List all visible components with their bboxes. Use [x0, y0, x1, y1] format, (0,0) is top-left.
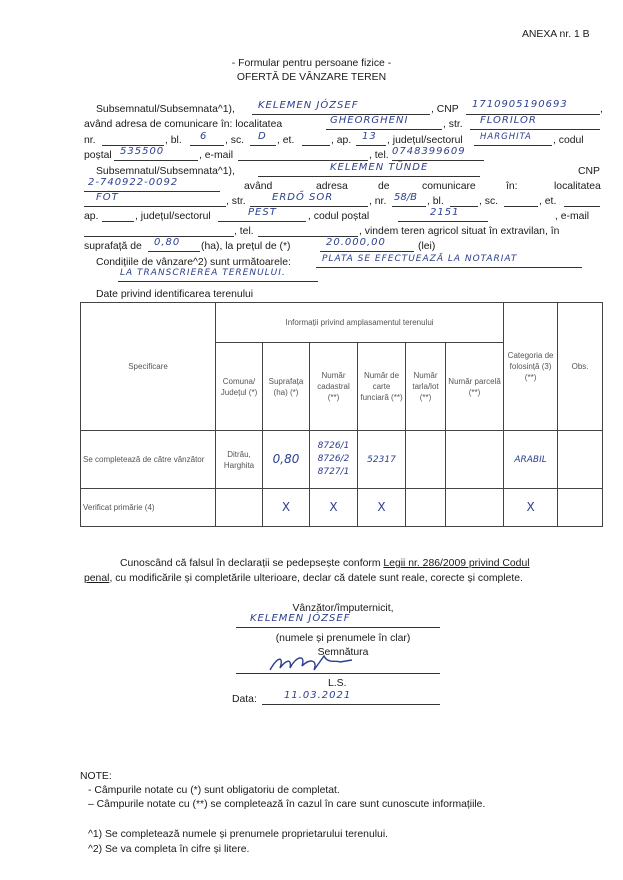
conditions-text1: PLATA SE EFECTUEAZĂ LA NOTARIAT — [322, 254, 518, 264]
seller1-email-label: , e-mail — [199, 150, 234, 161]
col-specificare: Specificare — [81, 303, 216, 431]
seller2-in: în: — [506, 181, 518, 192]
seller2-name: KELEMEN TÜNDE — [330, 162, 429, 173]
seller2-de: de — [378, 181, 390, 192]
seller2-county-label: , județul/sectorul — [135, 211, 211, 222]
seller2-adresa: adresa — [316, 181, 348, 192]
seller2-avand: având — [244, 181, 273, 192]
seller2-postal-line — [398, 221, 488, 222]
seller2-bl-label: , bl. — [427, 196, 444, 207]
seller1-comma: , — [600, 104, 603, 115]
seller1-county-label: , județul/sectorul — [387, 135, 463, 146]
seller1-str-label: , str. — [443, 119, 463, 130]
seller1-addr-label: având adresa de comunicare în: localitatea — [84, 119, 283, 130]
col-tarla: Număr tarla/lot (**) — [406, 343, 446, 431]
note-4: ^2) Se va completa în cifre și litere. — [88, 844, 250, 855]
seller2-sc-line — [504, 206, 538, 207]
seller2-ap-label: ap. — [84, 211, 99, 222]
area-line — [148, 251, 200, 252]
cell-comuna: Ditrău, Harghita — [216, 431, 263, 489]
seller2-name-line — [258, 176, 480, 177]
col-group-amplasament: Informații privind amplasamentul terenului — [216, 303, 504, 343]
seller1-et-line — [302, 145, 330, 146]
cell-categoria-value: ARABIL — [514, 454, 547, 465]
x-mark: X — [281, 499, 291, 514]
price-line — [320, 251, 414, 252]
cell-r2-obs — [558, 489, 603, 527]
cell-r2-carte — [358, 489, 406, 527]
form-title: OFERTĂ DE VÂNZARE TEREN — [236, 72, 387, 83]
seller2-locality: FÓT — [96, 192, 119, 203]
seller1-county-line — [474, 145, 552, 146]
seller2-str-label: , str. — [226, 196, 246, 207]
seller2-cnp-label: CNP — [578, 166, 600, 177]
land-table — [80, 302, 603, 527]
law-link-2[interactable]: penal — [84, 573, 110, 584]
declaration-part2: , cu modificările și completările ulterioare, declar că datele sunt reale, corecte și complete. — [109, 573, 523, 584]
seller2-et-line — [564, 206, 600, 207]
cell-obs — [558, 431, 603, 489]
note-2: – Câmpurile notate cu (**) se completează în cazul în care sunt cunoscute informațiile. — [88, 799, 486, 810]
col-cadastral: Număr cadastral (**) — [310, 343, 358, 431]
seller1-tel: 0748399609 — [392, 146, 466, 157]
cell-suprafata — [263, 431, 310, 489]
signer-name: KELEMEN JÓZSEF — [250, 613, 351, 624]
col-parcela: Număr parcelă (**) — [446, 343, 504, 431]
seller1-sc: D — [258, 131, 267, 142]
table-row-primarie — [81, 489, 603, 527]
cell-carte-value: 52317 — [367, 454, 396, 465]
cell-suprafata-value: 0,80 — [272, 451, 300, 466]
conditions-line1 — [316, 267, 582, 268]
seller1-email-line — [238, 160, 368, 161]
table-row-seller — [81, 431, 603, 489]
seller1-street-line — [470, 129, 600, 130]
seller1-locality: GHEORGHENI — [330, 115, 409, 126]
seller2-nr-line — [392, 206, 426, 207]
notes-title: NOTE: — [80, 771, 112, 782]
seller1-bl: 6 — [200, 131, 208, 142]
col-carte: Număr de carte funciară (**) — [358, 343, 406, 431]
cell-r2-parcela — [446, 489, 504, 527]
note-3: ^1) Se completează numele și prenumele proprietarului terenului. — [88, 829, 389, 840]
seller2-county: PEST — [248, 207, 277, 218]
seller1-ap: 13 — [362, 131, 377, 142]
seller2-label: Subsemnatul/Subsemnata^1), — [96, 166, 235, 177]
seller1-county: HARGHITA — [480, 132, 532, 142]
cell-carte — [358, 431, 406, 489]
signer-name-line — [236, 627, 440, 628]
law-link-1[interactable]: Legii nr. 286/2009 privind Codul — [383, 558, 530, 569]
cell-tarla — [406, 431, 446, 489]
seller1-bl-label: , bl. — [165, 135, 182, 146]
cell-cadastral — [310, 431, 358, 489]
row-primarie-label: Verificat primărie (4) — [81, 489, 216, 527]
cell-r2-tarla — [406, 489, 446, 527]
conditions-line2 — [118, 281, 318, 282]
date-label: Data: — [232, 694, 257, 705]
seller1-cnp: 1710905190693 — [472, 99, 568, 110]
ls-label: L.S. — [328, 678, 347, 689]
col-categoria: Categoria de folosință (3) (**) — [504, 303, 558, 431]
declaration-part1: Cunoscând că falsul în declarații se pedepsește conform — [120, 558, 381, 569]
note-1: - Câmpurile notate cu (*) sunt obligatoriu de completat. — [88, 785, 340, 796]
seller2-postal: 2151 — [430, 207, 460, 218]
cell-r2-suprafata — [263, 489, 310, 527]
seller2-tel-label: , tel. — [234, 226, 254, 237]
form-type: - Formular pentru persoane fizice - — [231, 58, 392, 69]
seller1-postal-line — [114, 160, 198, 161]
cell-r2-comuna — [216, 489, 263, 527]
seller1-bl-line — [190, 145, 224, 146]
seller2-cnp: 2-740922-0092 — [88, 177, 179, 188]
seller1-et-label: , et. — [277, 135, 295, 146]
table-caption: Date privind identificarea terenului — [96, 289, 254, 300]
signer-role: Vânzător/împuternicit, — [292, 603, 394, 614]
conditions-text2: LA TRANSCRIEREA TERENULUI. — [120, 268, 286, 278]
signer-name-note: (numele și prenumele în clar) — [275, 633, 411, 644]
cad-3: 8727/1 — [317, 467, 350, 477]
seller2-county-line — [218, 221, 306, 222]
seller1-cnp-label: , CNP — [431, 104, 459, 115]
seller2-locality-line — [84, 206, 226, 207]
col-obs: Obs. — [558, 303, 603, 431]
declaration-line2 — [84, 572, 523, 585]
seller2-postal-label: , codul poștal — [308, 211, 370, 222]
seller2-sell-text: , vindem teren agricol situat în extravilan, în — [359, 226, 560, 237]
x-mark: X — [329, 499, 338, 514]
lei-label: (lei) — [418, 241, 436, 252]
seller2-comunicare: comunicare — [422, 181, 476, 192]
row-seller-label: Se completează de către vânzător — [81, 431, 216, 489]
seller2-et-label: , et. — [539, 196, 557, 207]
cell-r2-categoria — [504, 489, 558, 527]
cell-categoria — [504, 431, 558, 489]
signature-line — [236, 673, 440, 674]
col-comuna: Comuna/ Județul (*) — [216, 343, 263, 431]
seller2-sc-label: , sc. — [479, 196, 499, 207]
seller2-street: ERDŐ SOR — [272, 192, 334, 203]
seller2-ap-line — [102, 221, 134, 222]
cell-r2-cadastral — [310, 489, 358, 527]
seller1-label: Subsemnatul/Subsemnata^1), — [96, 104, 235, 115]
date-line — [262, 704, 440, 705]
area-value: 0,80 — [154, 237, 181, 248]
seller1-codul-label: , codul — [553, 135, 584, 146]
seller1-name: KELEMEN JÓZSEF — [258, 100, 359, 111]
seller1-locality-line — [326, 129, 442, 130]
seller2-nr: 58/B — [394, 192, 417, 203]
cell-parcela — [446, 431, 504, 489]
sign-label: Semnătura — [317, 647, 369, 658]
seller1-ap-label: , ap. — [331, 135, 352, 146]
col-suprafata: Suprafața (ha) (*) — [263, 343, 310, 431]
seller2-nr-label: , nr. — [369, 196, 387, 207]
annex-label: ANEXA nr. 1 B — [522, 29, 590, 40]
seller2-email-label: , e-mail — [555, 211, 590, 222]
cad-1: 8726/1 — [317, 441, 350, 451]
seller1-tel-label: , tel. — [369, 150, 389, 161]
seller1-tel-line — [392, 160, 484, 161]
seller1-sc-line — [250, 145, 276, 146]
conditions-label: Condițiile de vânzare^2) sunt următoarele: — [96, 257, 291, 268]
seller1-nr-label: nr. — [84, 135, 96, 146]
date-value: 11.03.2021 — [284, 690, 352, 701]
seller2-localitatea: localitatea — [554, 181, 601, 192]
seller1-sc-label: , sc. — [225, 135, 245, 146]
x-mark: X — [526, 499, 535, 514]
price-value: 20.000,00 — [326, 237, 386, 248]
seller1-ap-line — [356, 145, 386, 146]
seller1-postal-label: poștal — [84, 150, 112, 161]
area-label: suprafață de — [84, 241, 142, 252]
cad-2: 8726/2 — [317, 454, 350, 464]
seller1-postal: 535500 — [120, 146, 165, 157]
seller1-street: FLORILOR — [480, 115, 537, 126]
declaration-line1 — [120, 557, 530, 570]
price-label: (ha), la prețul de (*) — [201, 241, 291, 252]
x-mark: X — [377, 499, 386, 514]
